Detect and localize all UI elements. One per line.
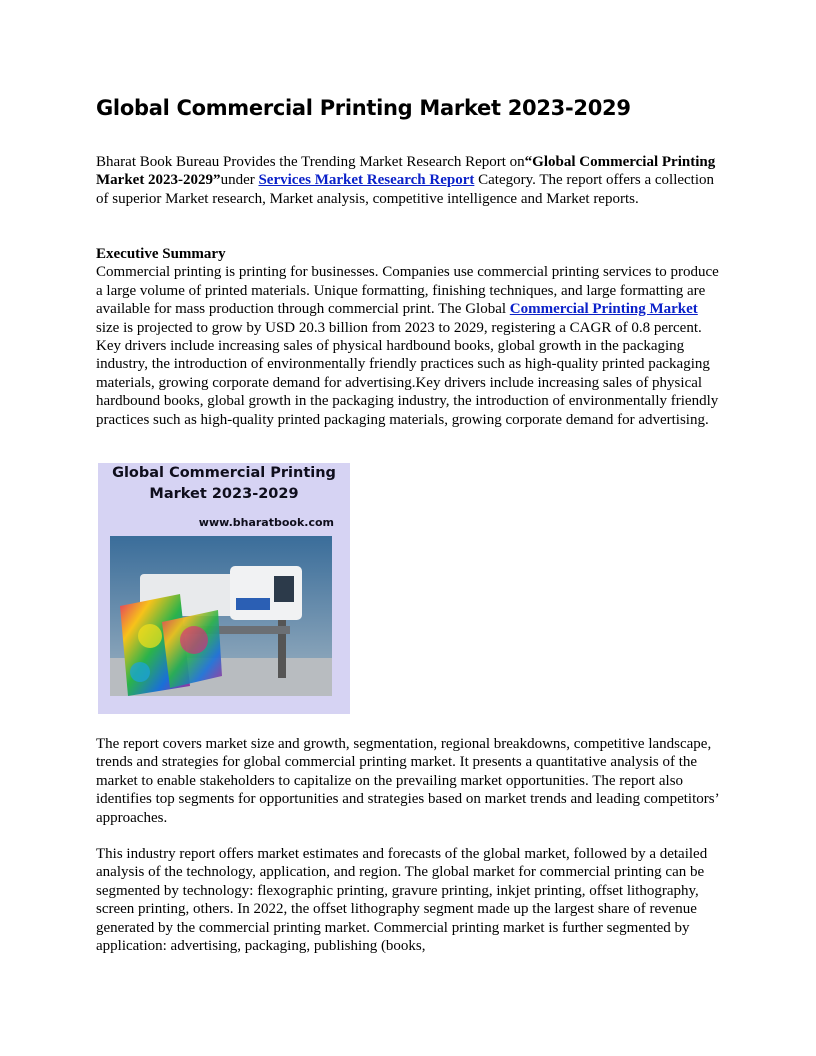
commercial-printing-market-link[interactable]: Commercial Printing Market xyxy=(509,301,698,318)
intro-text-1: Bharat Book Bureau Provides the Trending Market Research Report on xyxy=(96,154,525,170)
printer-photo xyxy=(110,536,332,696)
industry-report-paragraph: This industry report offers market estimates and forecasts of the global market, followed by a detailed analysis of the technology, application, and region. The global market for commercial printing can be segmented by technology: flexographic printing, gravure printing, inkjet printing, offset lithography, screen printing, others. In 2022, the offset lithography segment made up the largest share of revenue generated by the commercial printing market. Commercial printing market is further segmented by application: advertising, packaging, publishing (books, xyxy=(96,846,708,955)
report-banner-image xyxy=(98,463,350,714)
intro-text-3: Category. The report offers a collection of superior Market research, Market analysis, competitive intelligence and Market reports. xyxy=(96,172,715,207)
page-title: Global Commercial Printing Market 2023-2029 xyxy=(96,96,631,120)
executive-summary-section xyxy=(96,245,722,429)
intro-paragraph xyxy=(96,153,722,208)
banner-url: www.bharatbook.com xyxy=(198,516,334,529)
summary-text-2: size is projected to grow by USD 20.3 billion from 2023 to 2029, registering a CAGR of 0.8 percent. Key drivers include increasing sales of physical hardbound books, global growth in the packaging industry, the introduction of environmentally friendly practices such as high-quality printed packaging materials, growing corporate demand for advertising.Key drivers include increasing sales of physical hardbound books, global growth in the packaging industry, the introduction of environmentally friendly practices such as high-quality printed packaging materials, growing corporate demand for advertising. xyxy=(96,319,719,428)
banner-title-line-1: Global Commercial Printing xyxy=(112,465,336,481)
printer-illustration-icon xyxy=(110,536,332,696)
summary-text-1: Commercial printing is printing for businesses. Companies use commercial printing services to produce a large volume of printed materials. Unique formatting, finishing techniques, and large formatting are available for mass production through commercial print. The Global xyxy=(96,264,719,318)
services-report-link[interactable]: Services Market Research Report xyxy=(258,172,475,189)
market-coverage-paragraph: The report covers market size and growth, segmentation, regional breakdowns, competitive landscape, trends and strategies for global commercial printing market. It presents a quantitative analysis of the market to enable stakeholders to capitalize on the prevailing market opportunities. The report also identifies top segments for opportunities and strategies based on market trends and leading competitors’ approaches. xyxy=(96,736,719,826)
banner-title-line-2: Market 2023-2029 xyxy=(149,486,299,502)
intro-text-2: under xyxy=(220,172,259,189)
report-title-bold: “Global Commercial Printing Market 2023-2029” xyxy=(96,154,716,189)
banner-title xyxy=(98,463,350,505)
executive-summary-heading: Executive Summary xyxy=(96,246,226,262)
